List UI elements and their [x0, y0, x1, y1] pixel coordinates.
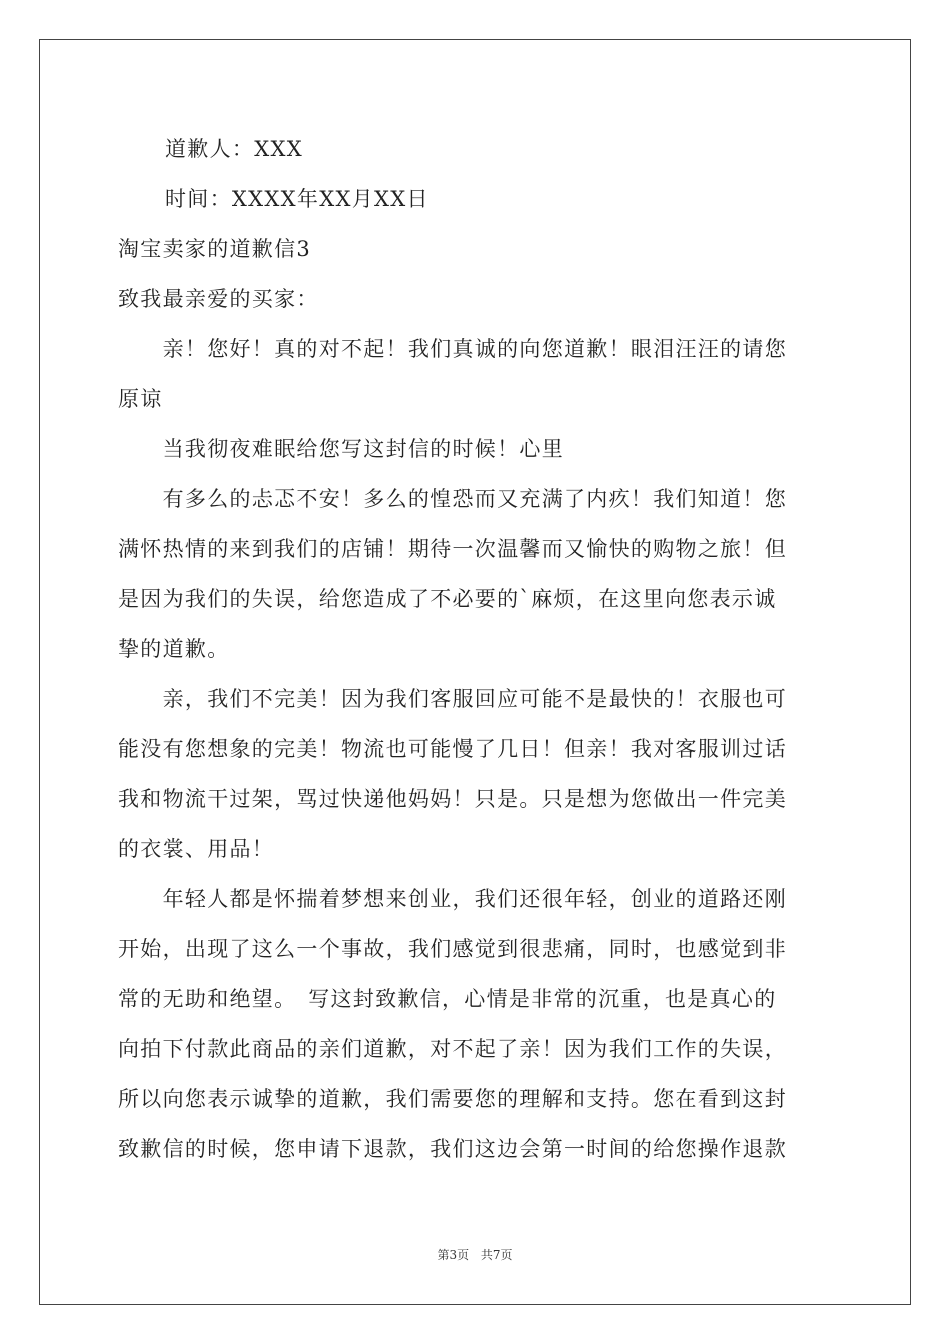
body-line: 开始，出现了这么一个事故，我们感觉到很悲痛，同时，也感觉到非 [118, 937, 787, 961]
apologizer-line: 道歉人：XXX [165, 137, 303, 161]
page-number: 第3页 [437, 1248, 470, 1262]
page-footer [0, 1246, 950, 1263]
body-line: 是因为我们的失误，给您造成了不必要的`麻烦，在这里向您表示诚 [118, 587, 777, 611]
body-line: 亲！您好！真的对不起！我们真诚的向您道歉！眼泪汪汪的请您 [118, 337, 787, 361]
body-line: 亲，我们不完美！因为我们客服回应可能不是最快的！衣服也可 [118, 687, 787, 711]
body-line: 挚的道歉。 [118, 637, 230, 661]
body-line: 满怀热情的来到我们的店铺！期待一次温馨而又愉快的购物之旅！但 [118, 537, 787, 561]
body-line: 原谅 [118, 387, 163, 411]
page-border [39, 39, 911, 1305]
salutation: 致我最亲爱的买家： [118, 287, 319, 311]
body-line: 所以向您表示诚挚的道歉，我们需要您的理解和支持。您在看到这封 [118, 1087, 787, 1111]
body-line: 我和物流干过架，骂过快递他妈妈！只是。只是想为您做出一件完美 [118, 787, 787, 811]
body-line: 能没有您想象的完美！物流也可能慢了几日！但亲！我对客服训过话 [118, 737, 787, 761]
letter-title: 淘宝卖家的道歉信3 [118, 237, 312, 261]
body-line: 当我彻夜难眠给您写这封信的时候！心里 [118, 437, 564, 461]
body-line: 年轻人都是怀揣着梦想来创业，我们还很年轻，创业的道路还刚 [118, 887, 787, 911]
body-line: 向拍下付款此商品的亲们道歉，对不起了亲！因为我们工作的失误， [118, 1037, 787, 1061]
body-line: 常的无助和绝望。 写这封致歉信，心情是非常的沉重，也是真心的 [118, 987, 777, 1011]
page-total: 共7页 [480, 1248, 513, 1262]
body-line: 的衣裳、用品！ [118, 837, 275, 861]
body-line: 致歉信的时候，您申请下退款，我们这边会第一时间的给您操作退款 [118, 1137, 787, 1161]
body-line: 有多么的忐忑不安！多么的惶恐而又充满了内疚！我们知道！您 [118, 487, 787, 511]
date-line: 时间：XXXX年XX月XX日 [165, 187, 429, 211]
